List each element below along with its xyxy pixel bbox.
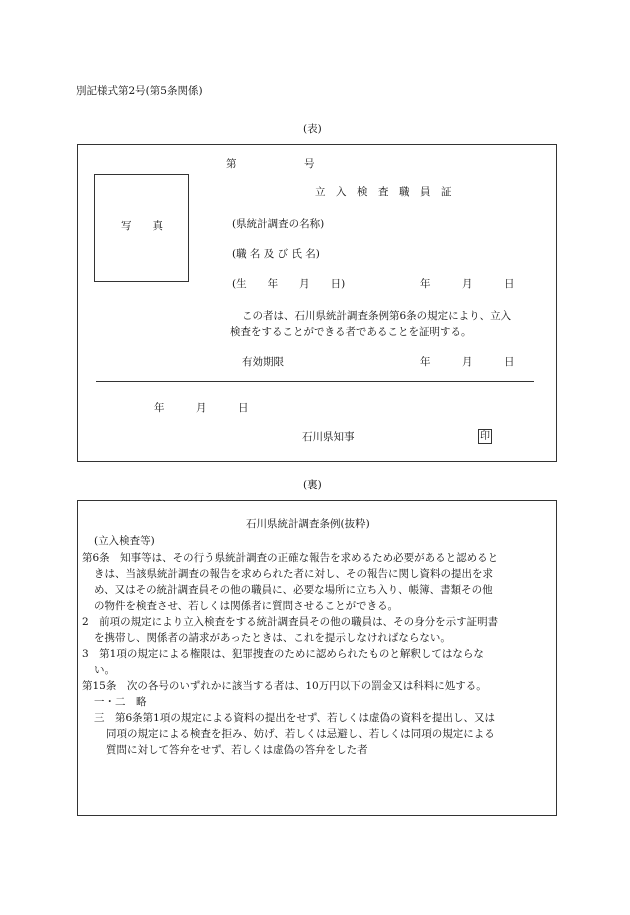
article-6-line-3: め、又はその統計調査員その他の職員に、必要な場所に立ち入り、帳簿、書類その他 xyxy=(94,584,493,596)
article-6-line-1: 第6条 知事等は、その行う県統計調査の正確な報告を求めるため必要があると認めると xyxy=(82,552,499,564)
front-side-label: (表) xyxy=(303,123,322,135)
article-15-line: 第15条 次の各号のいずれかに該当する者は、10万円以下の罰金又は科料に処する。 xyxy=(82,680,487,692)
article-6-line-4: の物件を検査させ、若しくは関係者に質問させることができる。 xyxy=(94,600,399,612)
front-card xyxy=(77,144,557,462)
divider xyxy=(96,381,534,382)
back-card xyxy=(77,500,557,816)
card-title: 立 入 検 査 職 員 証 xyxy=(315,186,452,198)
photo-label: 写 真 xyxy=(121,220,163,232)
article-15-item-3-line-3: 質問に対して答弁をせず、若しくは虚偽の答弁をした者 xyxy=(106,744,368,756)
article-6-para-2-line-2: を携帯し、関係者の請求があったときは、これを提示しなければならない。 xyxy=(94,632,451,644)
article-15-item-3-line-2: 同項の規定による検査を拒み、妨げ、若しくは忌避し、若しくは同項の規定による xyxy=(106,728,495,740)
field-birthdate: (生 年 月 日) xyxy=(232,278,346,290)
article-6-line-2: きは、当該県統計調査の報告を求められた者に対し、その報告に関し資料の提出を求 xyxy=(94,568,493,580)
article-6-para-3-line-2: い。 xyxy=(94,664,115,676)
issue-ymd: 年 月 日 xyxy=(154,402,249,414)
certification-line-1: この者は、石川県統計調査条例第6条の規定により、立入 xyxy=(242,310,512,322)
number-suffix: 号 xyxy=(304,158,315,170)
back-title: 石川県統計調査条例(抜粋) xyxy=(246,518,370,530)
seal-stamp: 印 xyxy=(480,431,490,442)
field-survey-name: (県統計調査の名称) xyxy=(232,218,325,230)
article-6-para-3-line-1: 3 第1項の規定による権限は、犯罪捜査のために認められたものと解釈してはならな xyxy=(82,648,484,660)
form-label: 別記様式第2号(第5条関係) xyxy=(76,85,203,97)
validity-ymd: 年 月 日 xyxy=(420,356,515,368)
issuer: 石川県知事 xyxy=(302,431,355,443)
article-heading: (立入検査等) xyxy=(94,535,155,547)
number-prefix: 第 xyxy=(226,158,237,170)
validity-label: 有効期限 xyxy=(242,356,284,368)
photo-box xyxy=(94,174,189,282)
back-side-label: (裏) xyxy=(303,479,322,491)
article-15-item-3-line-1: 三 第6条第1項の規定による資料の提出をせず、若しくは虚偽の資料を提出し、又は xyxy=(94,712,496,724)
birthdate-ymd: 年 月 日 xyxy=(420,278,515,290)
article-15-item-1-2: 一・二 略 xyxy=(94,696,147,708)
certification-line-2: 検査をすることができる者であることを証明する。 xyxy=(230,326,472,338)
field-title-and-name: (職 名 及 び 氏 名) xyxy=(232,248,320,260)
article-6-para-2-line-1: 2 前項の規定により立入検査をする統計調査員その他の職員は、その身分を示す証明書 xyxy=(82,616,499,628)
